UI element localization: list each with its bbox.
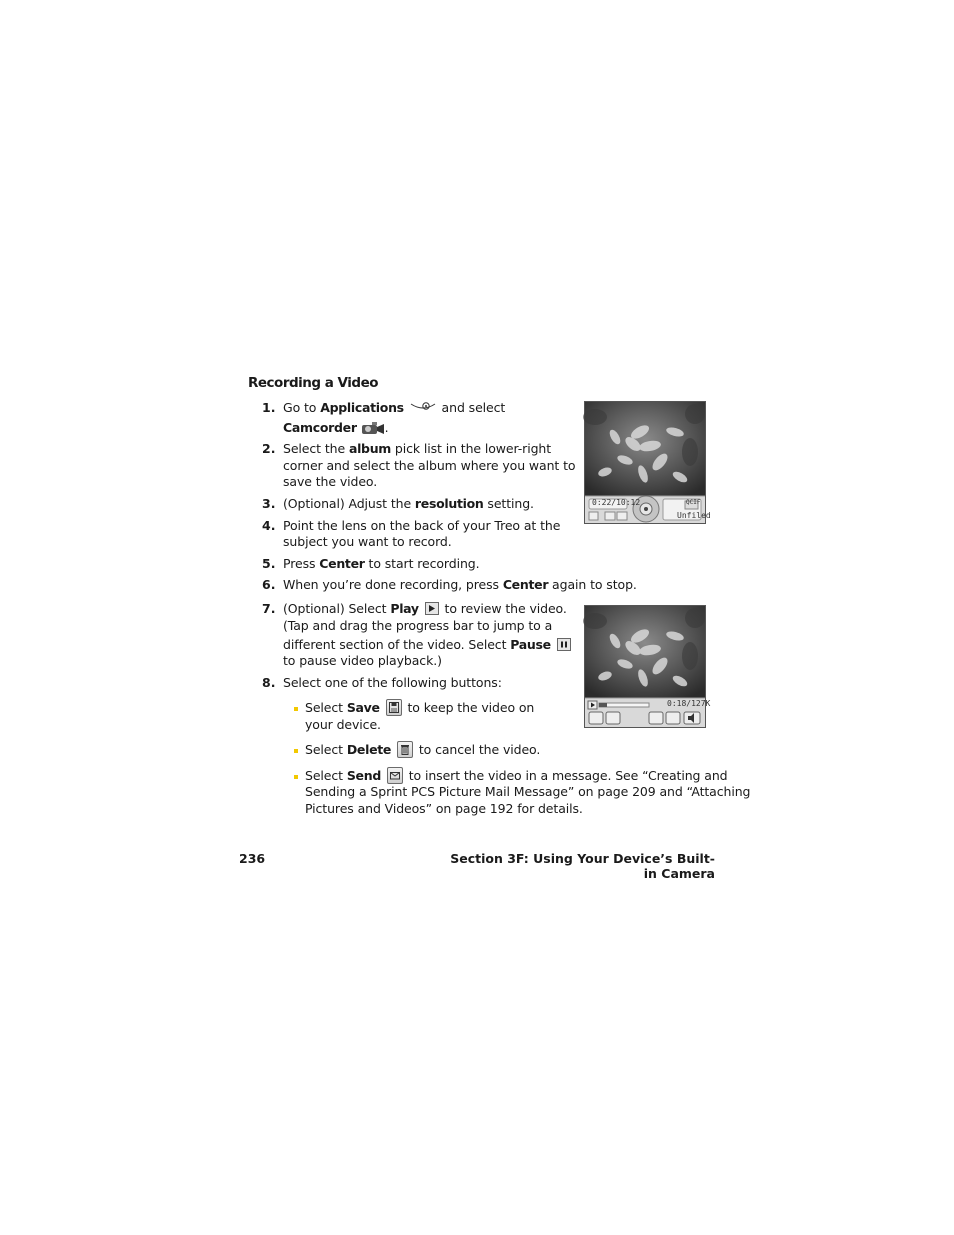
playback-timer: 0:18/127K bbox=[667, 699, 711, 708]
send-label: Send bbox=[346, 768, 381, 783]
step-2-line-2: corner and select the album where you want to bbox=[283, 458, 576, 473]
step-text: setting. bbox=[483, 496, 534, 511]
save-label: Save bbox=[346, 700, 380, 715]
step-number: 3. bbox=[262, 496, 276, 511]
camcorder-playback-screenshot bbox=[584, 605, 711, 728]
save-bullet-line-1 bbox=[305, 699, 534, 716]
bullet-text: Select bbox=[305, 700, 347, 715]
pause-icon bbox=[557, 638, 571, 651]
bullet-text: to keep the video on bbox=[403, 700, 535, 715]
album-label: album bbox=[348, 441, 392, 456]
play-label: Play bbox=[390, 601, 419, 616]
step-2-line-3: save the video. bbox=[283, 474, 378, 489]
send-bullet-line-2: Sending a Sprint PCS Picture Mail Message” on page 209 and “Attaching bbox=[305, 784, 751, 799]
center-label: Center bbox=[319, 556, 365, 571]
step-6-line-1 bbox=[283, 576, 637, 593]
camcorder-icon bbox=[361, 421, 385, 439]
center-label: Center bbox=[502, 577, 549, 592]
send-bullet-line-3: Pictures and Videos” on page 192 for details. bbox=[305, 801, 583, 816]
step-3-line-1 bbox=[283, 495, 534, 512]
section-title: Recording a Video bbox=[248, 375, 378, 391]
step-text: Press bbox=[283, 556, 320, 571]
step-text: When you’re done recording, press bbox=[283, 577, 503, 592]
applications-key-icon bbox=[410, 400, 436, 417]
envelope-icon bbox=[387, 767, 403, 784]
save-bullet-line-2: your device. bbox=[305, 717, 381, 732]
step-8-line-1: Select one of the following buttons: bbox=[283, 675, 502, 690]
record-timer: 0:22/10:12 bbox=[592, 498, 641, 507]
album-picklist: Unfiled bbox=[677, 511, 711, 520]
step-text: Select the bbox=[283, 441, 349, 456]
step-number: 1. bbox=[262, 400, 276, 415]
bullet-marker bbox=[294, 775, 298, 779]
step-text: Go to bbox=[283, 400, 321, 415]
bullet-text: to cancel the video. bbox=[415, 742, 541, 757]
step-5-line-1 bbox=[283, 555, 479, 572]
step-number: 4. bbox=[262, 518, 276, 533]
step-number: 6. bbox=[262, 577, 276, 592]
trash-icon bbox=[397, 741, 413, 758]
step-text: (Optional) Adjust the bbox=[283, 496, 415, 511]
step-text: . bbox=[384, 420, 389, 435]
step-text: to review the video. bbox=[440, 601, 567, 616]
step-text: different section of the video. Select bbox=[283, 637, 511, 652]
delete-label: Delete bbox=[346, 742, 392, 757]
step-text: and select bbox=[437, 400, 506, 415]
bullet-marker bbox=[294, 749, 298, 753]
page-number: 236 bbox=[239, 851, 266, 866]
step-text: again to stop. bbox=[548, 577, 637, 592]
step-number: 5. bbox=[262, 556, 276, 571]
step-2-line-1 bbox=[283, 440, 551, 457]
resolution-indicator: QCIF bbox=[686, 499, 701, 506]
play-icon bbox=[425, 602, 439, 615]
applications-label: Applications bbox=[320, 400, 404, 415]
flower-photo bbox=[585, 606, 705, 727]
step-1-line-1 bbox=[283, 399, 505, 417]
bullet-marker bbox=[294, 707, 298, 711]
bullet-text: to insert the video in a message. See “Creating and bbox=[404, 768, 728, 783]
step-text: to start recording. bbox=[364, 556, 480, 571]
step-4-line-2: subject you want to record. bbox=[283, 534, 452, 549]
step-7-line-3 bbox=[283, 636, 573, 653]
step-number: 8. bbox=[262, 675, 276, 690]
camcorder-label: Camcorder bbox=[283, 420, 357, 435]
step-4-line-1: Point the lens on the back of your Treo at the bbox=[283, 518, 561, 533]
resolution-label: resolution bbox=[414, 496, 484, 511]
step-1-line-2 bbox=[283, 419, 388, 439]
bullet-text: Select bbox=[305, 768, 347, 783]
bullet-text: Select bbox=[305, 742, 347, 757]
delete-bullet-line-1 bbox=[305, 741, 540, 758]
camcorder-record-screenshot bbox=[584, 401, 711, 524]
step-number: 2. bbox=[262, 441, 276, 456]
step-text: pick list in the lower-right bbox=[391, 441, 552, 456]
pause-label: Pause bbox=[510, 637, 551, 652]
step-text: (Optional) Select bbox=[283, 601, 391, 616]
step-7-line-4: to pause video playback.) bbox=[283, 653, 442, 668]
step-number: 7. bbox=[262, 601, 276, 616]
send-bullet-line-1 bbox=[305, 767, 727, 784]
section-footer: Section 3F: Using Your Device’s Built-in Camera bbox=[450, 851, 715, 881]
step-7-line-2: (Tap and drag the progress bar to jump to a bbox=[283, 618, 553, 633]
save-icon bbox=[386, 699, 402, 716]
step-7-line-1 bbox=[283, 600, 567, 617]
